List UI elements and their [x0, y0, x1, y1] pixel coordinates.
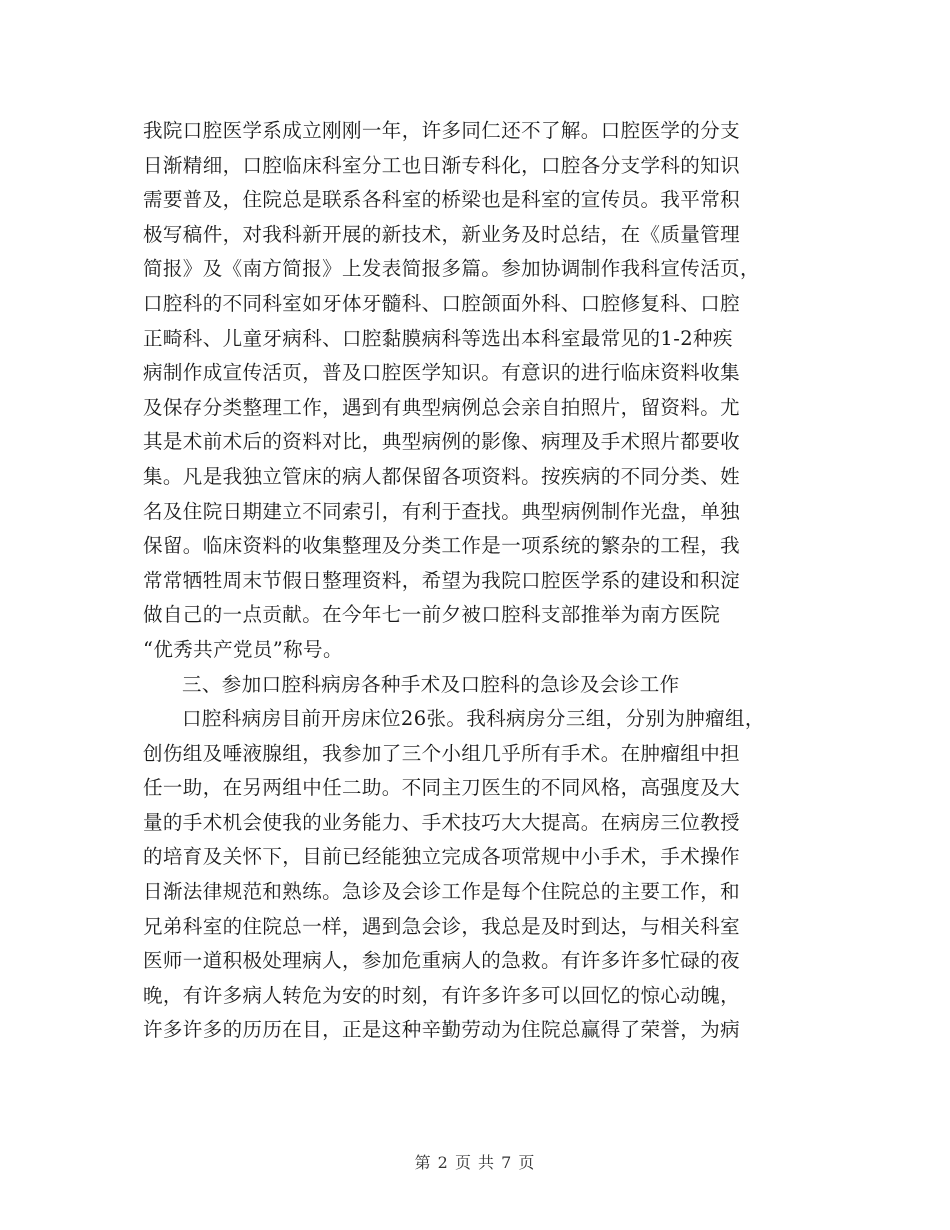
text-line: 名及住院日期建立不同索引，有利于查找。典型病例制作光盘，单独	[143, 499, 741, 523]
text-line: 口腔科的不同科室如牙体牙髓科、口腔颌面外科、口腔修复科、口腔	[143, 291, 741, 315]
page-footer: 第 2 页 共 7 页	[414, 1153, 536, 1172]
body-text	[143, 114, 823, 1048]
text-line: 病制作成宣传活页，普及口腔医学知识。有意识的进行临床资料收集	[143, 361, 741, 385]
text-line: “优秀共产党员”称号。	[143, 637, 343, 661]
text-line: 日渐法律规范和熟练。急诊及会诊工作是每个住院总的主要工作，和	[143, 880, 741, 904]
text-line: 晚，有许多病人转危为安的时刻，有许多许多可以回忆的惊心动魄，	[143, 983, 741, 1007]
text-line: 做自己的一点贡献。在今年七一前夕被口腔科支部推举为南方医院	[143, 603, 721, 627]
text-line: 许多许多的历历在目，正是这种辛勤劳动为住院总赢得了荣誉，为病	[143, 1018, 741, 1042]
text-line: 保留。临床资料的收集整理及分类工作是一项系统的繁杂的工程，我	[143, 534, 741, 558]
text-line: 医师一道积极处理病人，参加危重病人的急救。有许多许多忙碌的夜	[143, 949, 741, 973]
text-line: 简报》及《南方简报》上发表简报多篇。参加协调制作我科宣传活页，	[143, 257, 760, 281]
text-line: 创伤组及唾液腺组，我参加了三个小组几乎所有手术。在肿瘤组中担	[143, 741, 741, 765]
text-line: 任一助，在另两组中任二助。不同主刀医生的不同风格，高强度及大	[143, 776, 741, 800]
text-line: 我院口腔医学系成立刚刚一年，许多同仁还不了解。口腔医学的分支	[143, 119, 741, 142]
section-heading: 三、参加口腔科病房各种手术及口腔科的急诊及会诊工作	[182, 672, 680, 696]
text-line: 其是术前术后的资料对比，典型病例的影像、病理及手术照片都要收	[143, 430, 741, 454]
text-line: 极写稿件，对我科新开展的新技术，新业务及时总结，在《质量管理	[143, 222, 741, 246]
text-line: 正畸科、儿童牙病科、口腔黏膜病科等选出本科室最常见的1-2种疾	[143, 326, 733, 350]
text-line: 量的手术机会使我的业务能力、手术技巧大大提高。在病房三位教授	[143, 810, 741, 834]
text-line: 的培育及关怀下，目前已经能独立完成各项常规中小手术，手术操作	[143, 845, 741, 869]
text-line: 日渐精细，口腔临床科室分工也日渐专科化，口腔各分支学科的知识	[143, 153, 741, 177]
text-line: 兄弟科室的住院总一样，遇到急会诊，我总是及时到达，与相关科室	[143, 914, 741, 938]
text-line: 集。凡是我独立管床的病人都保留各项资料。按疾病的不同分类、姓	[143, 464, 741, 488]
text-line: 口腔科病房目前开房床位26张。我科病房分三组，分别为肿瘤组，	[182, 707, 765, 731]
text-line: 需要普及，住院总是联系各科室的桥梁也是科室的宣传员。我平常积	[143, 188, 741, 212]
text-line: 常常牺牲周末节假日整理资料，希望为我院口腔医学系的建设和积淀	[143, 568, 741, 592]
text-line: 及保存分类整理工作，遇到有典型病例总会亲自拍照片，留资料。尤	[143, 395, 741, 419]
